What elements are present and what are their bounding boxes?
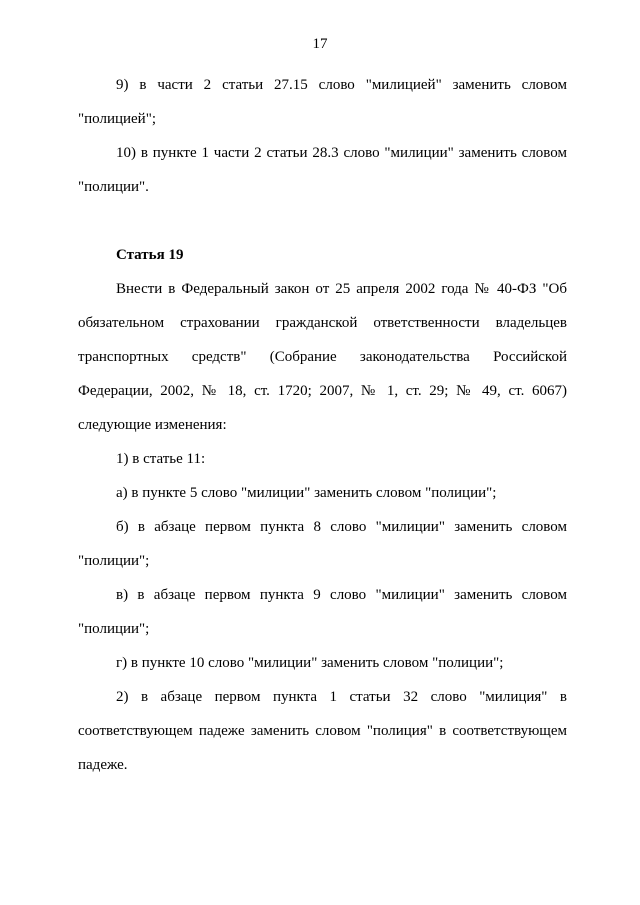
paragraph-item-g: г) в пункте 10 слово "милиции" заменить словом "полиции"; <box>116 655 504 671</box>
paragraph-intro: Внести в Федеральный закон от 25 апреля 2002 года № 40-ФЗ "Об обязательном страховании гражданской ответственности владельцев транспортных средств" (Собрание законодательства Российской Федерации, 2002, № 18, ст. 1720; 2007, № 1, ст. 29; № 49, ст. 6067) следующие изменения: <box>78 281 567 433</box>
paragraph-item-10: 10) в пункте 1 части 2 статьи 28.3 слово "милиции" заменить словом "полиции". <box>78 145 567 195</box>
paragraph-item-v: в) в абзаце первом пункта 9 слово "милиции" заменить словом "полиции"; <box>78 587 567 637</box>
spacer <box>78 204 567 238</box>
document-body <box>78 68 567 782</box>
article-heading: Статья 19 <box>116 247 184 263</box>
paragraph-item-b: б) в абзаце первом пункта 8 слово "милиции" заменить словом "полиции"; <box>78 519 567 569</box>
page-number: 17 <box>312 36 328 52</box>
paragraph-item-1: 1) в статье 11: <box>116 451 206 467</box>
paragraph-item-9: 9) в части 2 статьи 27.15 слово "милицией" заменить словом "полицией"; <box>78 77 567 127</box>
paragraph-item-a: а) в пункте 5 слово "милиции" заменить словом "полиции"; <box>116 485 497 501</box>
paragraph-item-2: 2) в абзаце первом пункта 1 статьи 32 слово "милиция" в соответствующем падеже заменить словом "полиция" в соответствующем падеже. <box>78 689 567 773</box>
